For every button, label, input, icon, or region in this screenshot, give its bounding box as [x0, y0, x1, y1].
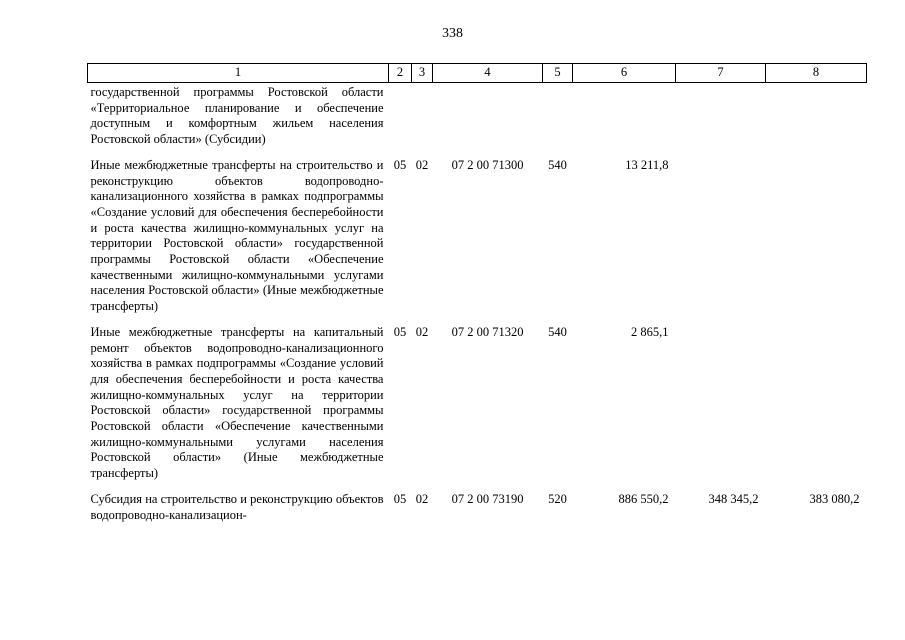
row-section: 05	[393, 491, 407, 506]
row-amount-2	[676, 148, 766, 315]
header-col-8: 8	[766, 64, 867, 83]
row-amount-2	[676, 315, 766, 482]
header-col-7: 7	[676, 64, 766, 83]
budget-table	[87, 63, 867, 523]
page-number: 338	[442, 26, 463, 41]
row-target-article	[433, 83, 543, 148]
row-amount-3	[766, 315, 867, 482]
row-expense-type: 520	[548, 491, 567, 506]
row-subsection	[412, 83, 433, 148]
header-col-4: 4	[433, 64, 543, 83]
row-expense-type: 540	[548, 157, 567, 172]
row-subsection: 02	[415, 491, 429, 506]
row-amount-1: 13 211,8	[625, 157, 669, 172]
table-row	[88, 315, 867, 482]
header-col-2: 2	[389, 64, 412, 83]
table-header-row	[88, 64, 867, 83]
header-col-1: 1	[88, 64, 389, 83]
row-amount-1	[573, 83, 676, 148]
row-section: 05	[393, 157, 407, 172]
row-subsection: 02	[415, 324, 429, 339]
row-description: Иные межбюджетные трансферты на капитальный ремонт объектов водопроводно-канализационного хозяйства в рамках подпрограммы «Создание условий для обеспечения бесперебойности и роста качества жилищно-коммунальных услуг на территории Ростовской области» государственной программы Ростовской области «Обеспечение качественными жилищно-коммунальными услугами населения Ростовской области» (Иные межбюджетные трансферты)	[90, 324, 384, 481]
header-col-3: 3	[412, 64, 433, 83]
row-amount-3	[766, 83, 867, 148]
row-description: Субсидия на строительство и реконструкцию объектов водопроводно-канализацион-	[90, 491, 384, 522]
header-col-5: 5	[543, 64, 573, 83]
table-row	[88, 83, 867, 148]
row-amount-2: 348 345,2	[708, 491, 759, 506]
row-amount-1: 886 550,2	[618, 491, 669, 506]
row-section: 05	[393, 324, 407, 339]
row-amount-2	[676, 83, 766, 148]
row-target-article: 07 2 00 71300	[451, 157, 524, 172]
row-description: Иные межбюджетные трансферты на строительство и реконструкцию объектов водопроводно-канализационного хозяйства в рамках подпрограммы «Создание условий для обеспечения бесперебойности и роста качества жилищно-коммунальных услуг на территории Ростовской области» государственной программы Ростовской области «Обеспечение качественными жилищно-коммунальными услугами населения Ростовской области» (Иные межбюджетные трансферты)	[90, 157, 384, 314]
row-amount-3	[766, 148, 867, 315]
row-description: государственной программы Ростовской области «Территориальное планирование и обеспечение доступным и комфортным жильем населения Ростовской области» (Субсидии)	[90, 85, 384, 147]
table-row	[88, 482, 867, 523]
row-section	[389, 83, 412, 148]
row-subsection: 02	[415, 157, 429, 172]
row-target-article: 07 2 00 71320	[451, 324, 524, 339]
row-expense-type: 540	[548, 324, 567, 339]
row-amount-1: 2 865,1	[631, 324, 669, 339]
header-col-6: 6	[573, 64, 676, 83]
table-row	[88, 148, 867, 315]
row-expense-type	[543, 83, 573, 148]
row-target-article: 07 2 00 73190	[451, 491, 524, 506]
row-amount-3: 383 080,2	[809, 491, 860, 506]
